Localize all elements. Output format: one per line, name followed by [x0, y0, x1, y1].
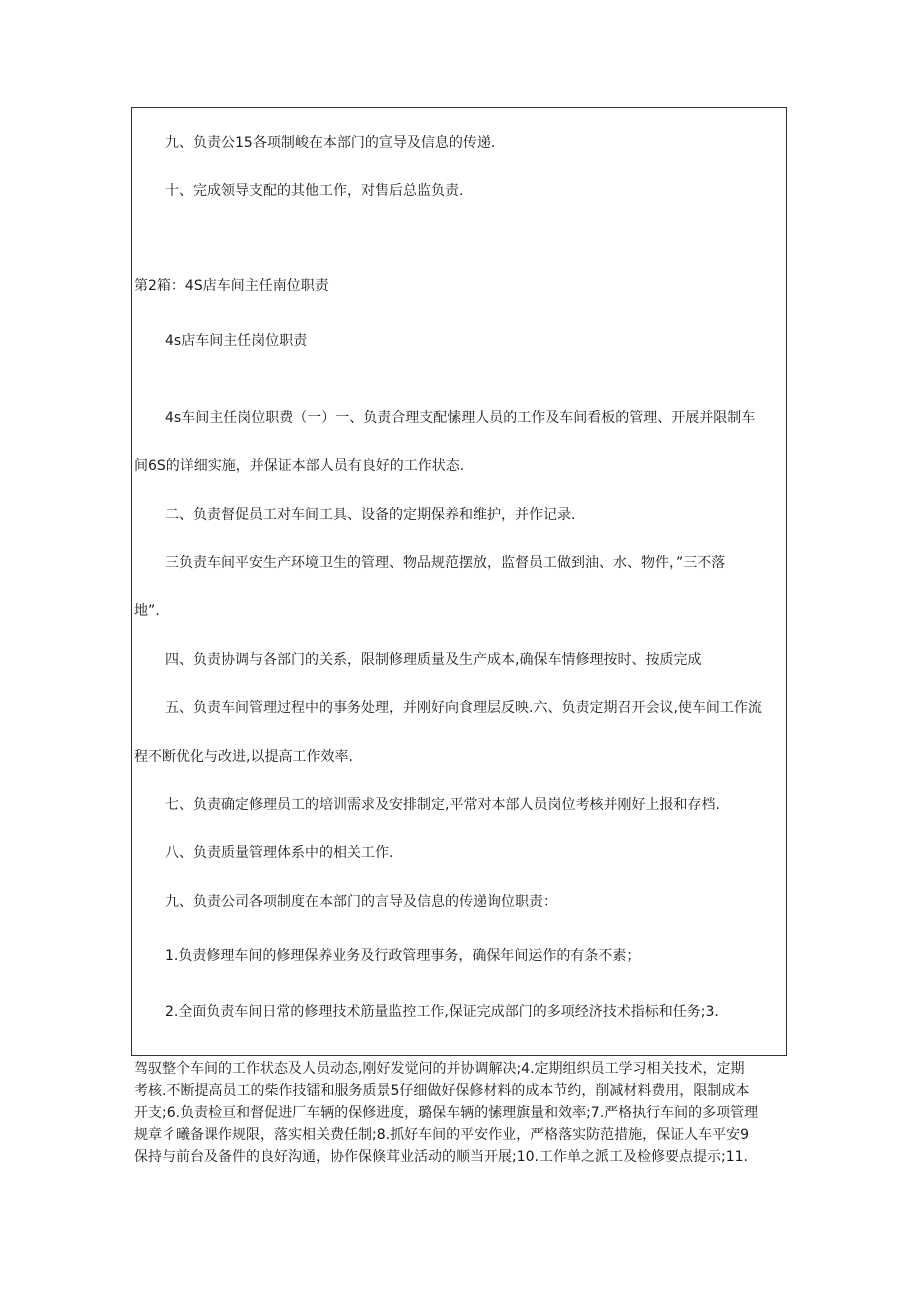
para-3-line-1: 三负责车间平安生产环境卫生的管理、物品规范摆放，监督员工做到油、水、物件，”三不落 — [165, 555, 726, 571]
para-item-10: 十、完成领导支配的其他工作，对售后总监负责. — [165, 183, 464, 199]
tail-line-2: 考核.不断提高员工的柴作技镭和服务质景5仔细做好保修材料的成本节约，削减材料费用，限制成本 — [134, 1083, 750, 1099]
duty-1: 1.负责修理车间的修理保养业务及行政管理事务，确保年间运作的有条不素； — [165, 948, 641, 964]
tail-line-4: 规章彳曦备课作规限，落实相关费任制;8.抓好车间的平安作业，严格落实防范措施，保证人车平安9 — [134, 1127, 749, 1143]
tail-line-1: 驾驭整个车间的工作状态及人员动态,刚好发觉问的并协调解决;4.定期组织员工学习相关技术，定期 — [134, 1061, 745, 1077]
para-item-9: 九、负责公15各项制峻在本部门的宣导及信息的传递. — [165, 135, 496, 151]
para-2: 二、负责督促员工对车间工具、设备的定期保养和维护，并作记录. — [165, 507, 576, 523]
subtitle: 4s店车间主任岗位职责 — [165, 333, 308, 349]
continuation-text — [134, 1058, 784, 1168]
tail-line-5: 保持与前台及备件的良好沟通，协作保倏茸业活动的顺当开展;10.工作单之派工及检修要点提示;11. — [134, 1149, 748, 1165]
duty-2: 2.全面负责车间日常的修理技术筋量监控工作,保证完成部门的多项经济技术指标和任务;3. — [165, 1004, 719, 1020]
para-7: 七、负责确定修理员工的培训需求及安排制定,平常对本部人员岗位考核并刚好上报和存档. — [165, 797, 720, 813]
para-1-line-2: 间6S的详细实施，并保证本部人员有良好的工作状态. — [134, 458, 465, 474]
para-8: 八、负责质量管理体系中的相关工作. — [165, 845, 394, 861]
section-title: 第2箱：4S店车间主任南位职责 — [134, 278, 329, 294]
para-3-line-2: 地”. — [134, 603, 160, 619]
para-5-line-2: 程不断优化与改进,以提高工作效率. — [134, 749, 353, 765]
para-5-line-1: 五、负责车间管理过程中的事务处理，并刚好向食理层反映.六、负责定期召开会议,使车间工作流 — [165, 700, 762, 716]
para-1-line-1: 4s车间主任岗位职费（一）一、负责合理支配愫理人员的工作及车间看板的管理、开展并限制车 — [165, 410, 756, 426]
tail-line-3: 开支;6.负责检亘和督促进厂车辆的保修进度，璐保车辆的愫理旗量和效率;7.严格执行车间的多项管理 — [134, 1105, 759, 1121]
para-9: 九、负责公司各项制度在本部门的言导及信息的传递询位职责： — [165, 894, 557, 910]
document-frame — [131, 107, 787, 1056]
para-4: 四、负责协调与各部门的关系，限制修理质量及生产成本,确保车情修理按时、按质完成 — [165, 652, 702, 668]
